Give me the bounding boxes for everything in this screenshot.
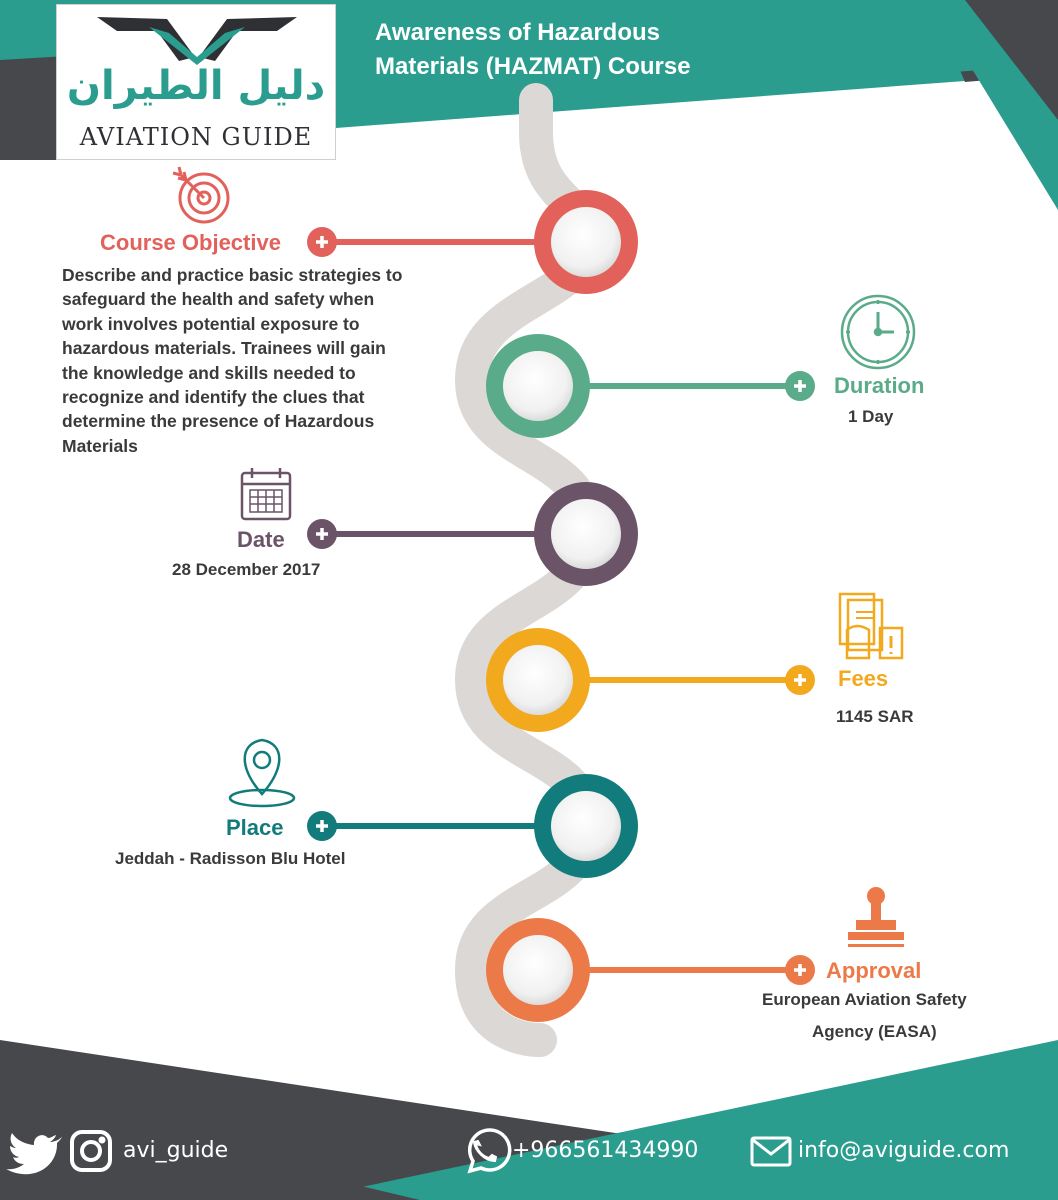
objective-line: the knowledge and skills needed to <box>62 362 356 383</box>
logo-english-text: AVIATION GUIDE <box>79 123 313 151</box>
money-icon <box>840 594 902 658</box>
clock-icon <box>842 296 914 368</box>
fees-plus-icon <box>785 665 815 695</box>
duration-heading: Duration <box>834 373 925 398</box>
title-line-2: Materials (HAZMAT) Course <box>375 53 691 80</box>
objective-line: determine the presence of Hazardous <box>62 411 375 432</box>
approval-heading: Approval <box>826 958 922 983</box>
objective-node <box>534 190 638 294</box>
approval-node <box>486 918 590 1022</box>
objective-heading: Course Objective <box>100 230 281 255</box>
fees-node <box>486 628 590 732</box>
stamp-icon <box>848 887 904 947</box>
objective-line: safeguard the health and safety when <box>62 289 375 310</box>
approval-value-line-1: European Aviation Safety <box>762 990 967 1009</box>
date-node <box>534 482 638 586</box>
objective-line: recognize and identify the clues that <box>62 387 365 408</box>
wings-logo-icon <box>57 11 337 71</box>
approval-plus-icon <box>785 955 815 985</box>
phone-number[interactable]: +966561434990 <box>512 1138 699 1163</box>
place-value: Jeddah - Radisson Blu Hotel <box>115 849 346 868</box>
target-icon <box>173 167 228 222</box>
date-plus-icon <box>307 519 337 549</box>
page-title <box>375 16 935 84</box>
calendar-icon <box>242 468 290 519</box>
date-heading: Date <box>237 527 285 552</box>
objective-line: work involves potential exposure to <box>62 313 360 334</box>
fees-heading: Fees <box>838 666 889 691</box>
duration-node <box>486 334 590 438</box>
duration-plus-icon <box>785 371 815 401</box>
location-pin-icon <box>230 740 294 806</box>
approval-value-line-2: Agency (EASA) <box>812 1022 937 1041</box>
fees-value: 1145 SAR <box>836 707 914 726</box>
objective-text <box>62 263 442 458</box>
objective-line: Materials <box>62 435 138 456</box>
email-link[interactable]: info@aviguide.com <box>798 1138 1010 1163</box>
date-value: 28 December 2017 <box>172 560 321 579</box>
objective-line: hazardous materials. Trainees will gain <box>62 338 386 359</box>
place-plus-icon <box>307 811 337 841</box>
objective-line: Describe and practice basic strategies to <box>62 265 403 285</box>
logo-arabic-text: دليل الطيران <box>66 63 326 109</box>
social-handle[interactable]: avi_guide <box>123 1138 229 1163</box>
logo <box>56 4 336 160</box>
title-line-1: Awareness of Hazardous <box>375 19 660 46</box>
duration-value: 1 Day <box>848 407 894 426</box>
place-heading: Place <box>226 815 284 840</box>
place-node <box>534 774 638 878</box>
objective-plus-icon <box>307 227 337 257</box>
